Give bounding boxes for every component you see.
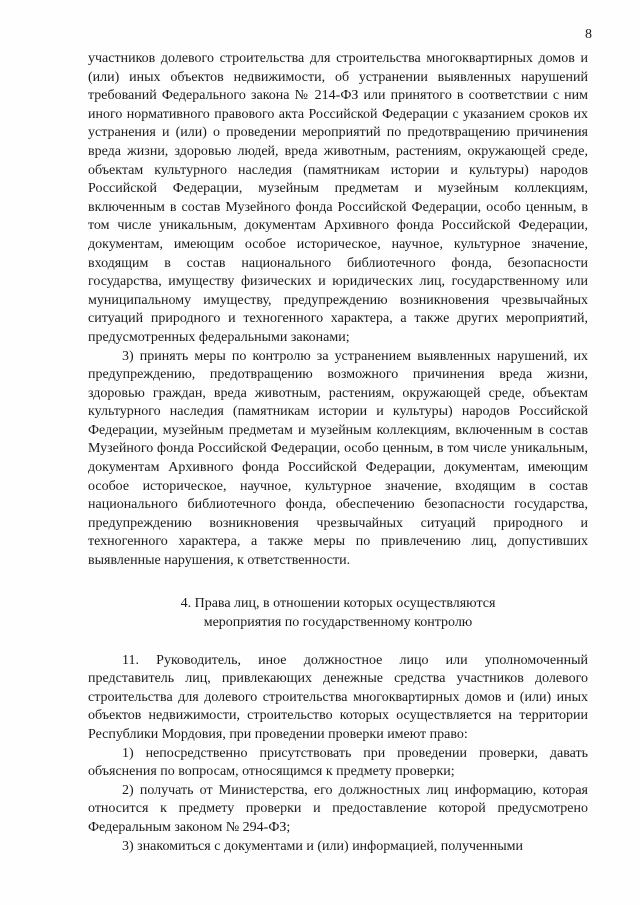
paragraph-right-2: 2) получать от Министерства, его должностных лиц информацию, которая относится к предмету проверки и предоставление которой предусмотрено Федеральным законом № 294-ФЗ; — [88, 782, 588, 835]
paragraph-right-1: 1) непосредственно присутствовать при проведении проверки, давать объяснения по вопросам, относящимся к предмету проверки; — [88, 745, 588, 780]
section-heading-line-1: 4. Права лиц, в отношении которых осуществляются — [180, 595, 496, 611]
paragraph-right-3: 3) знакомиться с документами и (или) информацией, полученными — [122, 838, 523, 854]
section-heading-line-2: мероприятия по государственному контролю — [203, 614, 473, 630]
page-number: 8 — [585, 27, 592, 42]
document-body — [88, 50, 588, 856]
paragraph-continuation: участников долевого строительства для строительства многоквартирных домов и (или) иных объектов недвижимости, об устранении выявленных нарушений требований Федерального закона № 214-ФЗ или принятого в соответствии с ним иного нормативного правового акта Российской Федерации с указанием сроков их устранения и (или) о проведении мероприятий по предотвращению причинения вреда жизни, здоровью людей, вреда животным, растениям, окружающей среде, объектам культурного наследия (памятникам истории и культуры) народов Российской Федерации, музейным предметам и музейным коллекциям, включенным в состав Музейного фонда Российской Федерации, особо ценным, в том числе уникальным, документам Архивного фонда Российской Федерации, документам, имеющим особое историческое, научное, культурное значение, входящим в состав национального библиотечного фонда, безопасности государства, имуществу физических и юридических лиц, государственному или муниципальному имуществу, предупреждению возникновения чрезвычайных ситуаций природного и техногенного характера, а также других мероприятий, предусмотренных федеральными законами; — [88, 51, 588, 345]
paragraph-clause-11: 11. Руководитель, иное должностное лицо или уполномоченный представитель лиц, привлекающих денежные средства участников долевого строительства для долевого строительства многоквартирных домов и (или) иных объектов недвижимости, строительство которых осуществляется на территории Республики Мордовия, при проведении проверки имеют право: — [88, 652, 588, 742]
paragraph-item-3: 3) принять меры по контролю за устранением выявленных нарушений, их предупреждению, предотвращению возможного причинения вреда жизни, здоровью граждан, вреда животным, растениям, окружающей среде, объектам культурного наследия (памятникам истории и культуры) народов Российской Федерации, музейным предметам и музейным коллекциям, включенным в состав Музейного фонда Российской Федерации, особо ценным, в том числе уникальным, документам Архивного фонда Российской Федерации, документам, имеющим особое историческое, научное, культурное значение, входящим в состав национального библиотечного фонда, обеспечению безопасности государства, предупреждению возникновения чрезвычайных ситуаций природного и техногенного характера, а также меры по привлечению лиц, допустивших выявленные нарушения, к ответственности. — [88, 348, 588, 569]
section-heading — [88, 594, 588, 632]
